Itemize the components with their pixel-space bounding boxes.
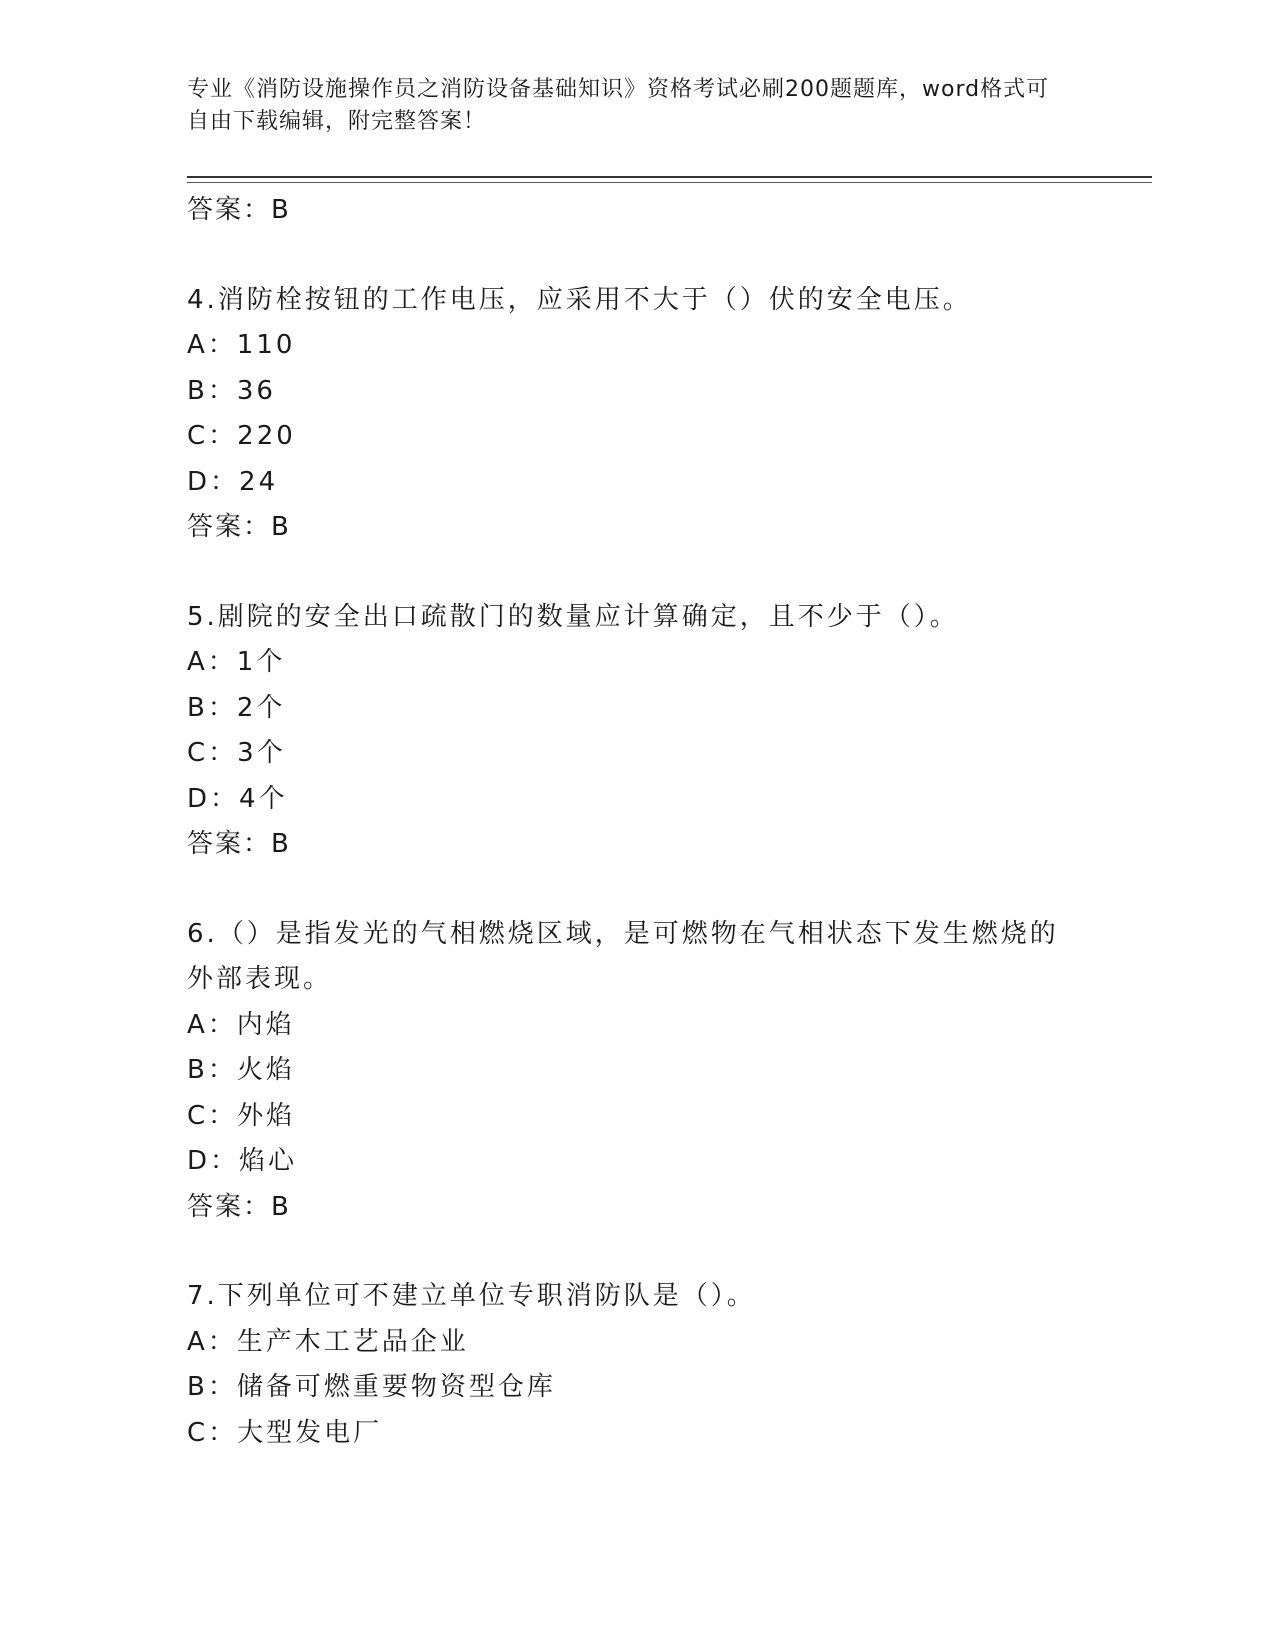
question-6-stem: 6.（）是指发光的气相燃烧区域，是可燃物在气相状态下发生燃烧的外部表现。: [187, 918, 1059, 994]
header-divider-thick: [187, 176, 1152, 178]
question-5-option-b: B：2个: [187, 692, 286, 723]
question-5-option-c: C：3个: [187, 738, 286, 768]
question-6-option-c: C：外焰: [187, 1100, 296, 1131]
question-6-answer: 答案：B: [187, 1191, 291, 1222]
spacer: [187, 868, 1087, 912]
header-divider-thin: [187, 182, 1152, 183]
question-5-option-a: A：1个: [187, 647, 286, 677]
question-6-option-d: D：焰心: [187, 1146, 298, 1176]
question-7-option-b: B：储备可燃重要物资型仓库: [187, 1372, 556, 1402]
question-4-answer: 答案：B: [187, 512, 291, 542]
question-4-option-b: B：36: [187, 375, 276, 406]
question-7-option-c: C：大型发电厂: [187, 1417, 383, 1448]
question-4-option-c: C：220: [187, 421, 296, 451]
question-7-option-a: A：生产木工艺品企业: [187, 1326, 469, 1357]
question-7-stem: 7.下列单位可不建立单位专职消防队是（）。: [187, 1281, 756, 1311]
question-list: [187, 188, 1087, 1456]
spacer: [187, 1230, 1087, 1274]
question-5-option-d: D：4个: [187, 783, 288, 814]
document-header: 专业《消防设施操作员之消防设备基础知识》资格考试必刷200题题库，word格式可自由下载编辑，附完整答案！: [187, 77, 1050, 134]
question-6-option-a: A：内焰: [187, 1009, 295, 1040]
spacer: [187, 234, 1087, 278]
question-4-stem: 4.消防栓按钮的工作电压，应采用不大于（）伏的安全电压。: [187, 284, 972, 315]
previous-answer: 答案：B: [187, 195, 291, 225]
question-4-option-a: A：110: [187, 330, 296, 360]
spacer: [187, 551, 1087, 595]
question-4-option-d: D：24: [187, 466, 279, 497]
question-5-stem: 5.剧院的安全出口疏散门的数量应计算确定，且不少于（）。: [187, 601, 959, 632]
question-5-answer: 答案：B: [187, 829, 291, 859]
question-6-option-b: B：火焰: [187, 1055, 295, 1085]
